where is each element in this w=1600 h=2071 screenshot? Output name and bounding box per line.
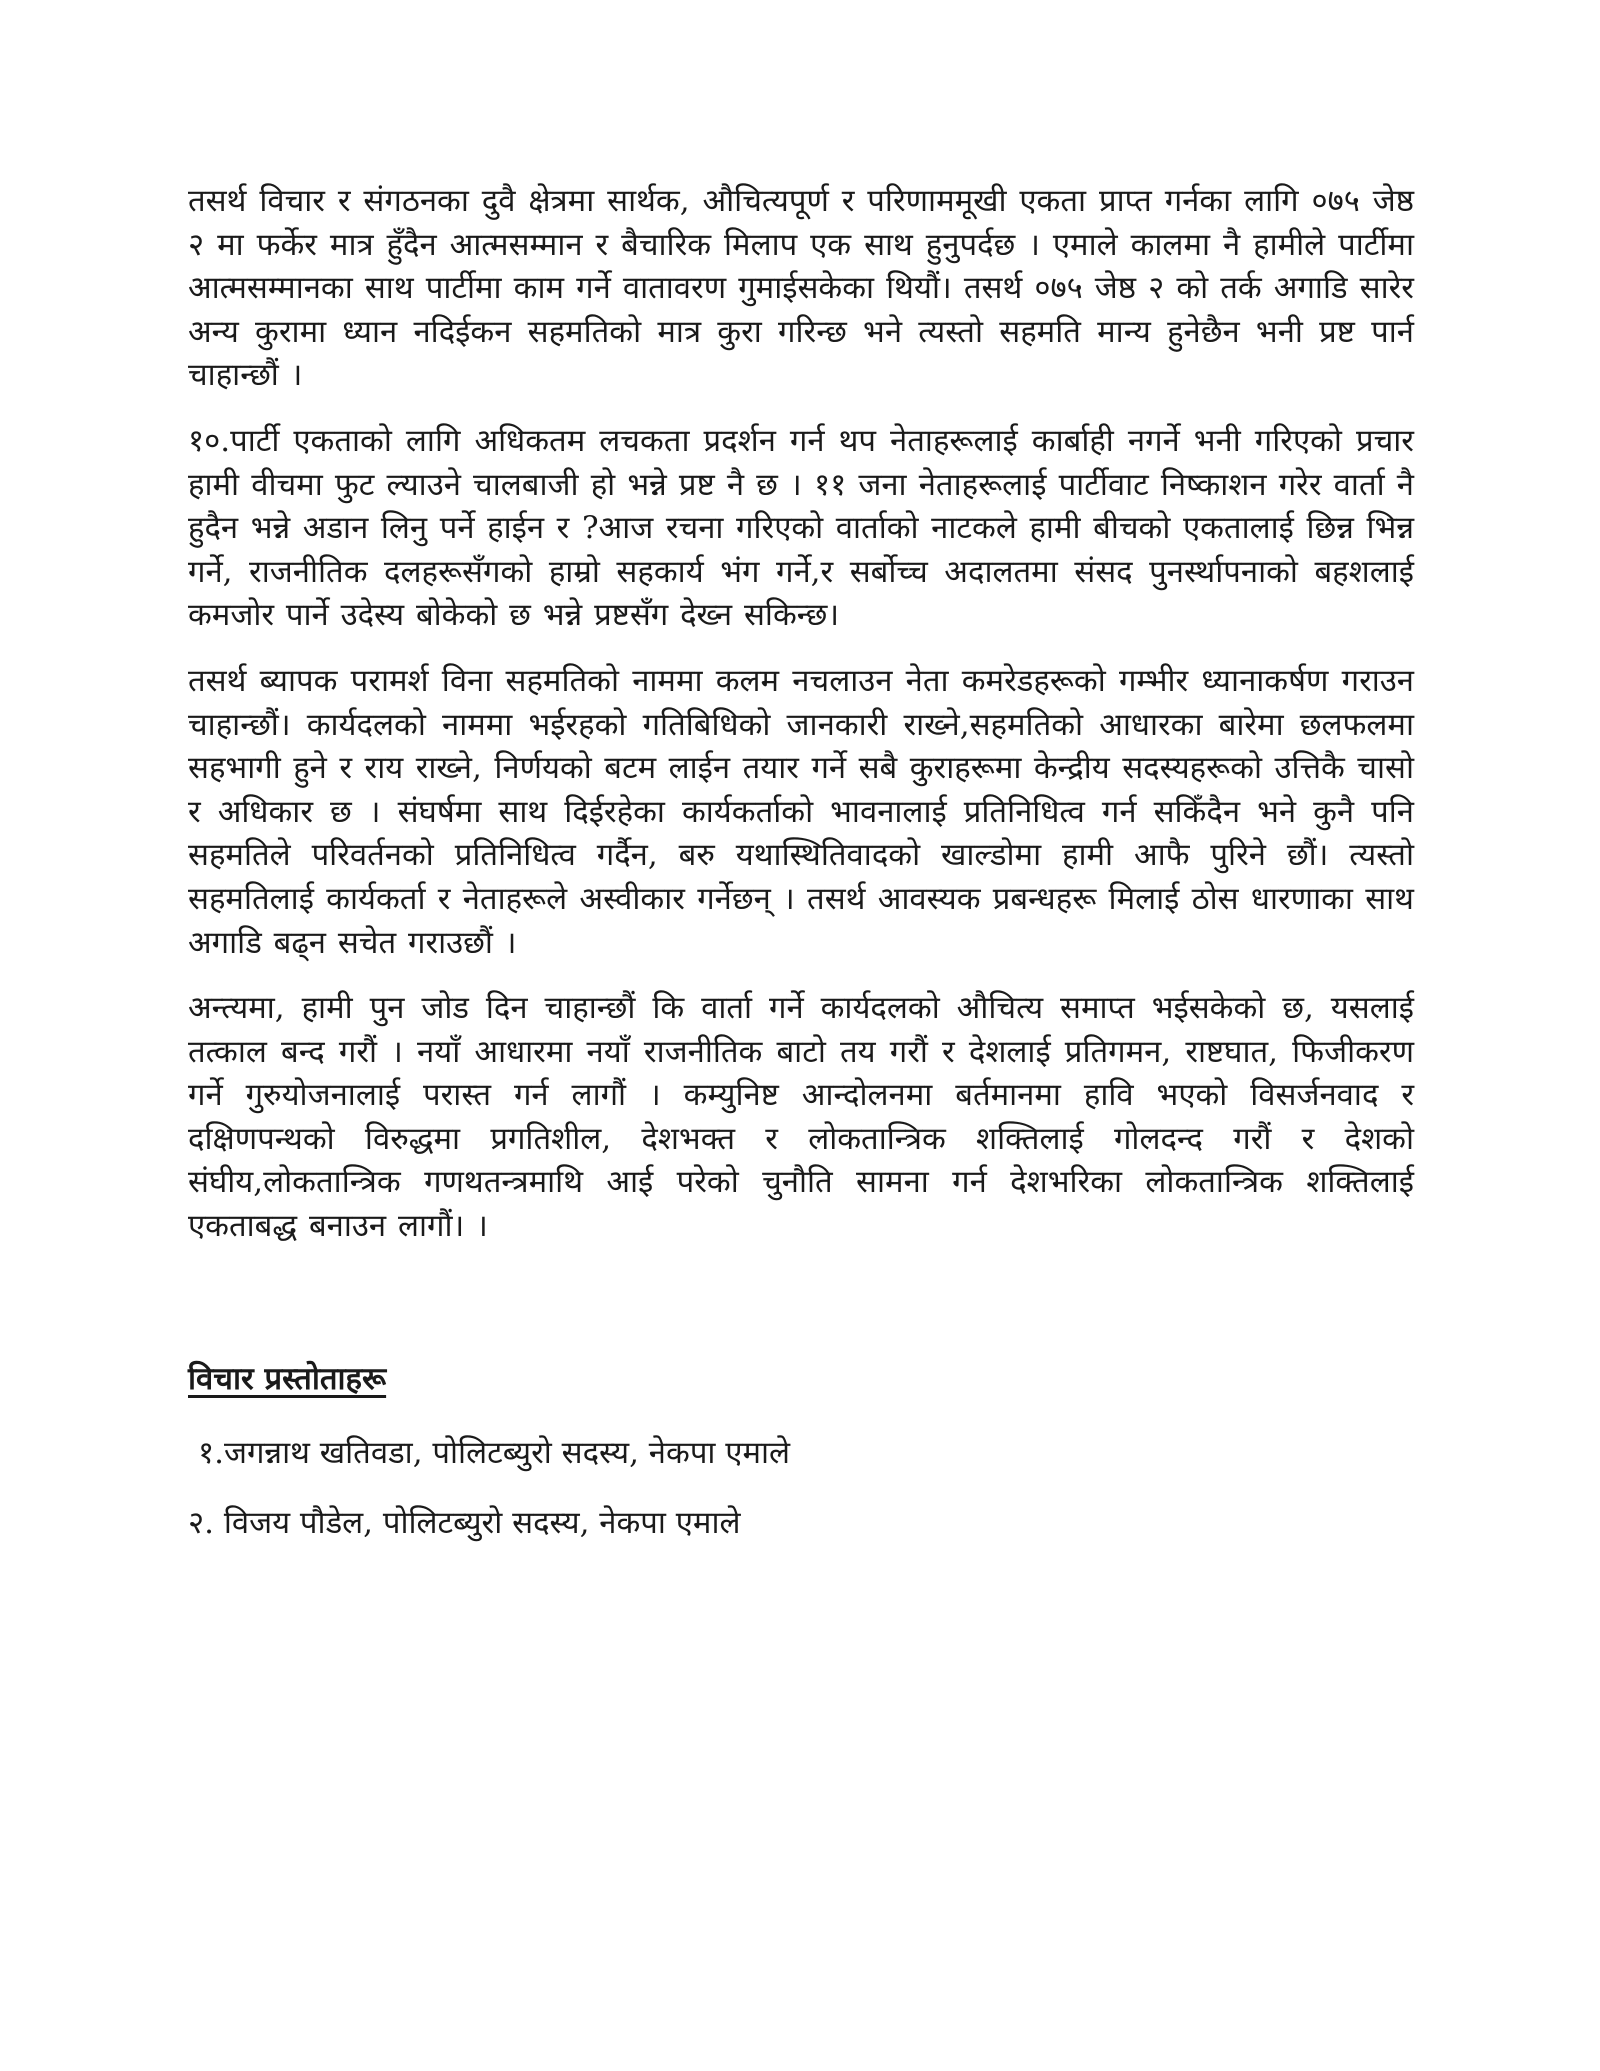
paragraph-point-10: १०.पार्टी एकताको लागि अधिकतम लचकता प्रदर्शन गर्न थप नेताहरूलाई कार्बाही नगर्ने भनी गरिएको प्रचार हामी वीचमा फुट ल्याउने चालबाजी हो भन्ने प्रष्ट नै छ । ११ जना नेताहरूलाई पार्टीवाट निष्काशन गरेर वार्ता नै हुदैन भन्ने अडान लिनु पर्ने हाईन र ?आज रचना गरिएको वार्ताको नाटकले हामी बीचको एकतालाई छिन्न भिन्न गर्ने, राजनीतिक दलहरूसँगको हाम्रो सहकार्य भंग गर्ने,र सर्बोच्च अदालतमा संसद पुनर्स्थापनाको बहशलाई कमजोर पार्ने उदेस्य बोकेको छ भन्ने प्रष्टसँग देख्न सकिन्छ। xyxy=(188,422,1414,634)
paragraph-conclusion: अन्त्यमा, हामी पुन जोड दिन चाहान्छौं कि वार्ता गर्ने कार्यदलको औचित्य समाप्त भईसकेको छ, यसलाई तत्काल बन्द गरौं । नयाँ आधारमा नयाँ राजनीतिक बाटो तय गरौं र देशलाई प्रतिगमन, राष्टघात, फिजीकरण गर्ने गुरुयोजनालाई परास्त गर्न लागौं । कम्युनिष्ट आन्दोलनमा बर्तमानमा हावि भएको विसर्जनवाद र दक्षिणपन्थको विरुद्धमा प्रगतिशील, देशभक्त र लोकतान्त्रिक शक्तिलाई गोलदन्द गरौं र देशको संघीय,लोकतान्त्रिक गणथतन्त्रमाथि आई परेको चुनौति सामना गर्न देशभरिका लोकतान्त्रिक शक्तिलाई एकताबद्ध बनाउन लागौं। । xyxy=(188,990,1414,1245)
signatories-section xyxy=(188,1357,1414,1545)
document-page xyxy=(188,180,1414,1571)
signatory-item: २. विजय पौडेल, पोलिटब्युरो सदस्य, नेकपा एमाले xyxy=(188,1504,741,1541)
signatories-heading: विचार प्रस्तोताहरू xyxy=(188,1360,387,1397)
paragraph-broad-consultation: तसर्थ ब्यापक परामर्श विना सहमतिको नाममा कलम नचलाउन नेता कमरेडहरूको गम्भीर ध्यानाकर्षण गराउन चाहान्छौं। कार्यदलको नाममा भईरहको गतिबिधिको जानकारी राख्ने,सहमतिको आधारका बारेमा छलफलमा सहभागी हुने र राय राख्ने, निर्णयको बटम लाईन तयार गर्ने सबै कुराहरूमा केन्द्रीय सदस्यहरूको उत्तिकै चासो र अधिकार छ । संघर्षमा साथ दिईरहेका कार्यकर्ताको भावनालाई प्रतिनिधित्व गर्न सकिँदैन भने कुनै पनि सहमतिले परिवर्तनको प्रतिनिधित्व गर्दैन, बरु यथास्थितिवादको खाल्डोमा हामी आफै पुरिने छौं। त्यस्तो सहमतिलाई कार्यकर्ता र नेताहरूले अस्वीकार गर्नेछन् । तसर्थ आवस्यक प्रबन्धहरू मिलाई ठोस धारणाका साथ अगाडि बढ्न सचेत गराउछौं । xyxy=(188,662,1414,961)
paragraph-consensus-conditions: तसर्थ विचार र संगठनका दुवै क्षेत्रमा सार्थक, औचित्यपूर्ण र परिणाममूखी एकता प्राप्त गर्नका लागि ०७५ जेष्ठ २ मा फर्केर मात्र हुँदैन आत्मसम्मान र बैचारिक मिलाप एक साथ हुनुपर्दछ । एमाले कालमा नै हामीले पार्टीमा आत्मसम्मानका साथ पार्टीमा काम गर्ने वातावरण गुमाईसकेका थियौं। तसर्थ ०७५ जेष्ठ २ को तर्क अगाडि सारेर अन्य कुरामा ध्यान नदिईकन सहमतिको मात्र कुरा गरिन्छ भने त्यस्तो सहमति मान्य हुनेछैन भनी प्रष्ट पार्न चाहान्छौं । xyxy=(188,183,1414,394)
signatory-item: १.जगन्नाथ खतिवडा, पोलिटब्युरो सदस्य, नेकपा एमाले xyxy=(198,1434,791,1471)
signatories-list xyxy=(188,1431,1414,1545)
